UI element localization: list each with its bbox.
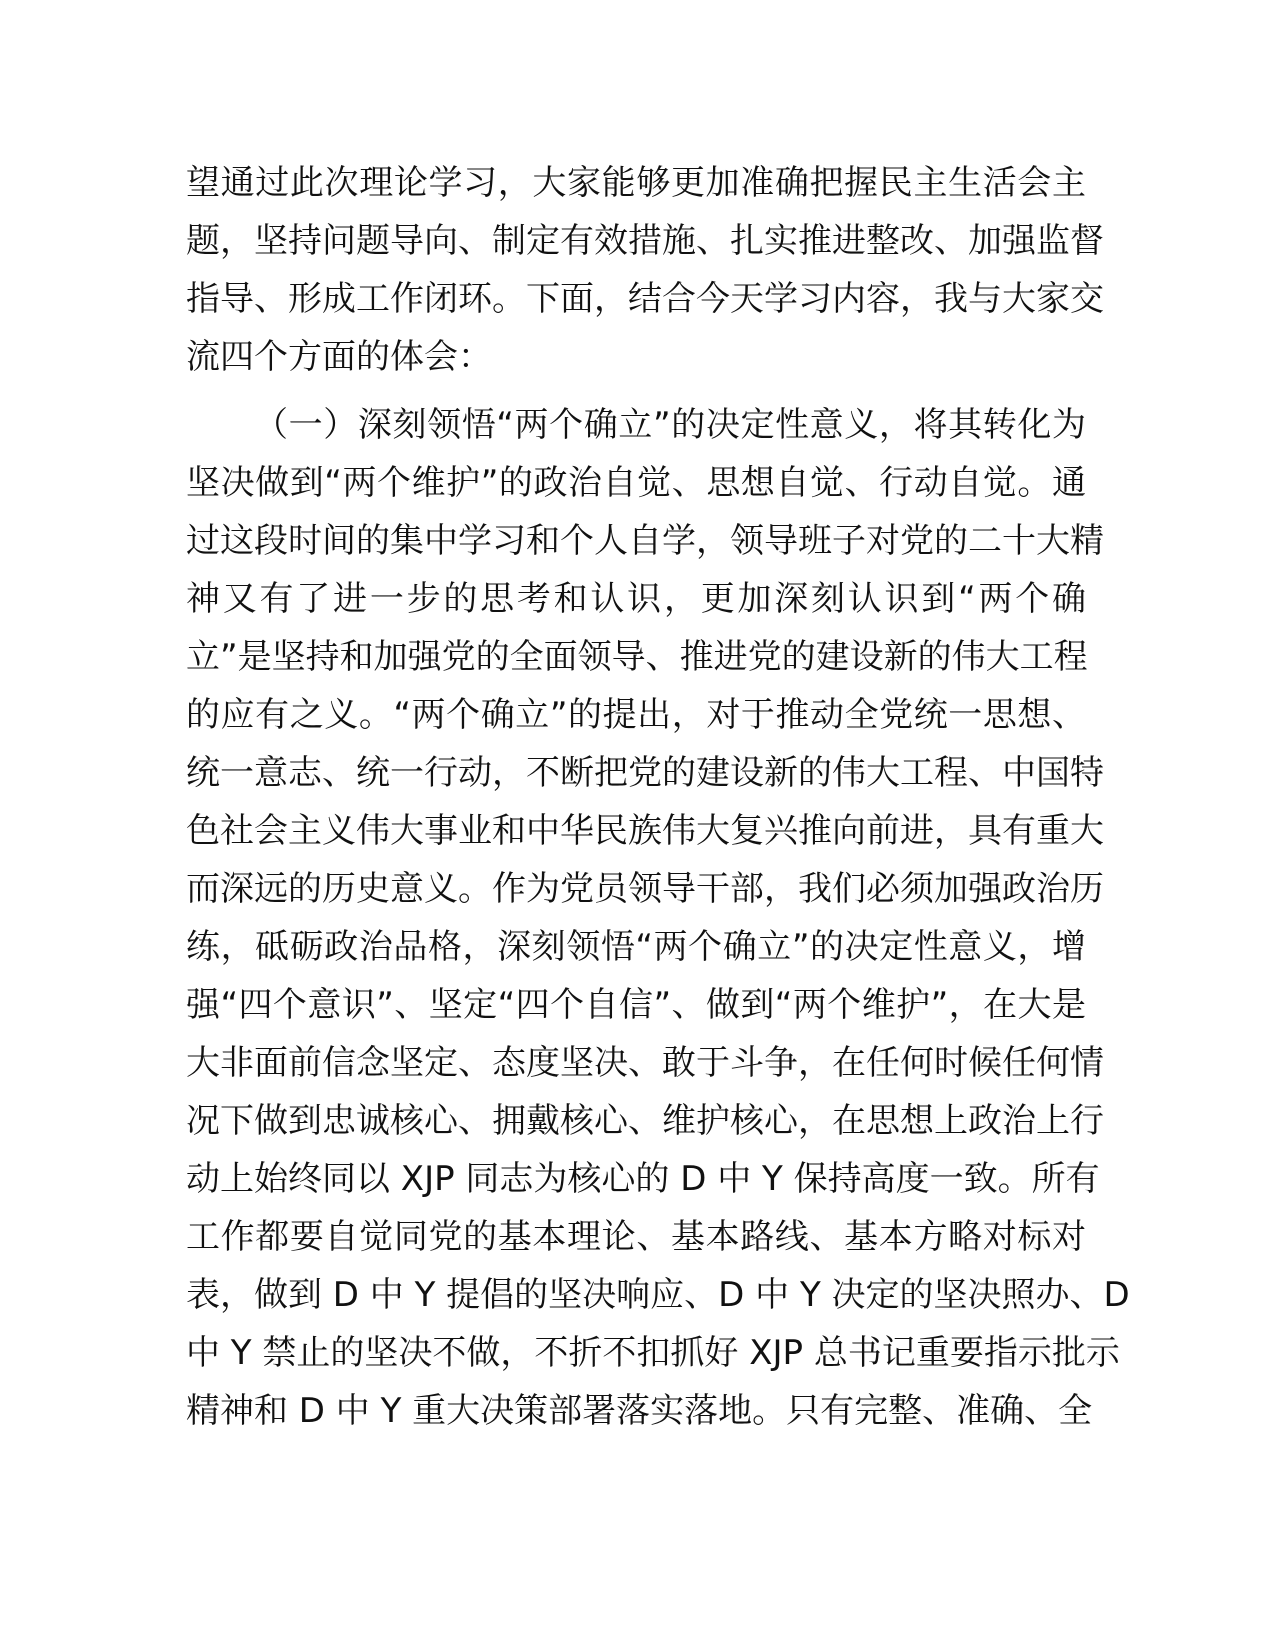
text-line: 动上始终同以 XJP 同志为核心的 D 中 Y 保持高度一致。所有 (186, 1159, 1100, 1199)
text-line: 过这段时间的集中学习和个人自学，领导班子对党的二十大精 (186, 521, 1104, 561)
text-line: 练，砥砺政治品格，深刻领悟“两个确立”的决定性意义，增 (186, 927, 1086, 967)
text-line: 精神和 D 中 Y 重大决策部署落实落地。只有完整、准确、全 (186, 1391, 1093, 1431)
text-line: 色社会主义伟大事业和中华民族伟大复兴推向前进，具有重大 (186, 811, 1104, 851)
text-line: 工作都要自觉同党的基本理论、基本路线、基本方略对标对 (186, 1217, 1086, 1257)
text-line: 的应有之义。“两个确立”的提出，对于推动全党统一思想、 (186, 695, 1086, 735)
text-line: 神又有了进一步的思考和认识，更加深刻认识到“两个确 (186, 579, 1086, 619)
text-line: 中 Y 禁止的坚决不做，不折不扣抓好 XJP 总书记重要指示批示 (186, 1333, 1120, 1373)
text-line: 而深远的历史意义。作为党员领导干部，我们必须加强政治历 (186, 869, 1104, 909)
body-text (186, 154, 1130, 1440)
text-line: 指导、形成工作闭环。下面，结合今天学习内容，我与大家交 (186, 279, 1104, 319)
text-line: 况下做到忠诚核心、拥戴核心、维护核心，在思想上政治上行 (186, 1101, 1104, 1141)
text-line: 大非面前信念坚定、态度坚决、敢于斗争，在任何时候任何情 (186, 1043, 1104, 1083)
section-heading-line: （一）深刻领悟“两个确立”的决定性意义，将其转化为 (254, 405, 1086, 445)
text-line: 题，坚持问题导向、制定有效措施、扎实推进整改、加强监督 (186, 221, 1104, 261)
paragraph-gap (186, 386, 1086, 396)
text-line: 统一意志、统一行动，不断把党的建设新的伟大工程、中国特 (186, 753, 1104, 793)
text-line: 表，做到 D 中 Y 提倡的坚决响应、D 中 Y 决定的坚决照办、D (186, 1275, 1130, 1315)
text-line: 坚决做到“两个维护”的政治自觉、思想自觉、行动自觉。通 (186, 463, 1086, 503)
text-line: 立”是坚持和加强党的全面领导、推进党的建设新的伟大工程 (186, 637, 1088, 677)
text-line: 强“四个意识”、坚定“四个自信”、做到“两个维护”，在大是 (186, 985, 1086, 1025)
text-line: 流四个方面的体会： (186, 337, 492, 377)
text-line: 望通过此次理论学习，大家能够更加准确把握民主生活会主 (186, 163, 1086, 203)
